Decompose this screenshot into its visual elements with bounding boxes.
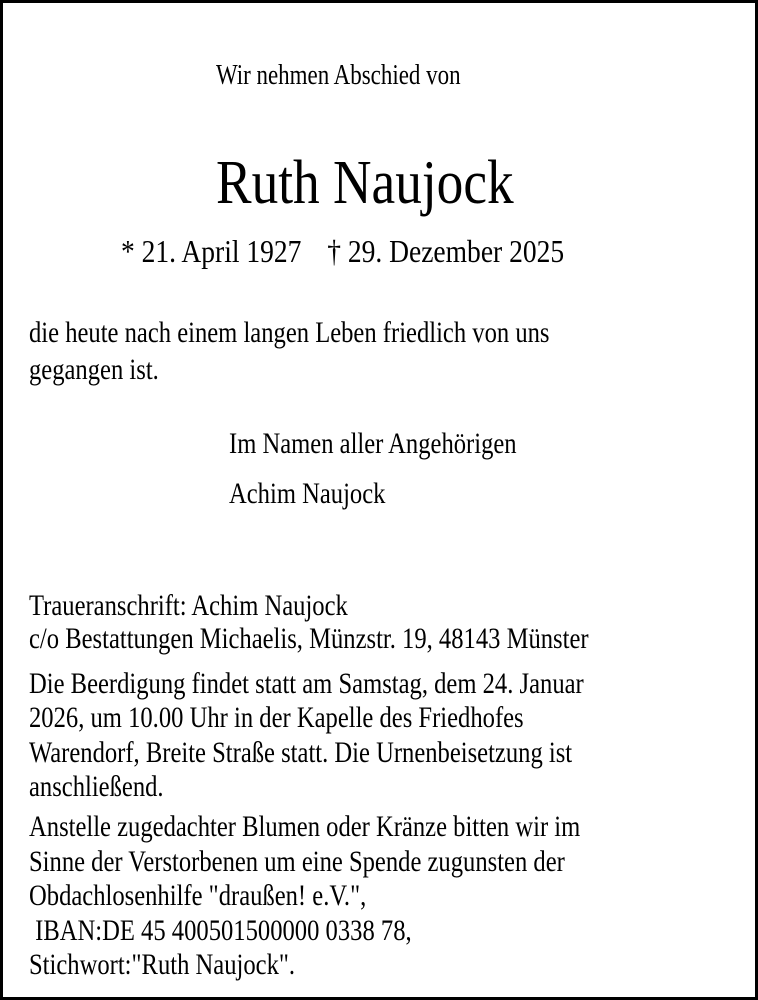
funeral-line: anschließend. xyxy=(29,770,164,803)
life-dates xyxy=(121,233,564,270)
death-date: † 29. Dezember 2025 xyxy=(327,233,565,269)
funeral-line: Die Beerdigung findet statt am Samstag, dem 24. Januar xyxy=(29,667,584,700)
donation-line: Obdachlosenhilfe "draußen! e.V.", xyxy=(29,879,367,912)
birth-date: * 21. April 1927 xyxy=(121,233,302,269)
address-line: c/o Bestattungen Michaelis, Münzstr. 19, 48143 Münster xyxy=(29,622,589,655)
signature-line: Im Namen aller Angehörigen xyxy=(229,427,517,460)
donation-iban: IBAN:DE 45 400501500000 0338 78, xyxy=(29,914,412,947)
donation-line: Anstelle zugedachter Blumen oder Kränze bitten wir im xyxy=(29,810,581,843)
message-line: die heute nach einem langen Leben friedlich von uns xyxy=(29,316,550,349)
address-line: Traueranschrift: Achim Naujock xyxy=(29,589,348,622)
deceased-name: Ruth Naujock xyxy=(216,149,514,217)
funeral-line: Warendorf, Breite Straße statt. Die Urnenbeisetzung ist xyxy=(29,736,573,769)
message-line: gegangen ist. xyxy=(29,353,159,386)
intro-line: Wir nehmen Abschied von xyxy=(216,60,461,91)
donation-line: Sinne der Verstorbenen um eine Spende zugunsten der xyxy=(29,845,565,878)
donation-keyword: Stichwort:"Ruth Naujock". xyxy=(29,948,296,981)
signature-name: Achim Naujock xyxy=(229,477,386,510)
funeral-line: 2026, um 10.00 Uhr in der Kapelle des Friedhofes xyxy=(29,701,524,734)
